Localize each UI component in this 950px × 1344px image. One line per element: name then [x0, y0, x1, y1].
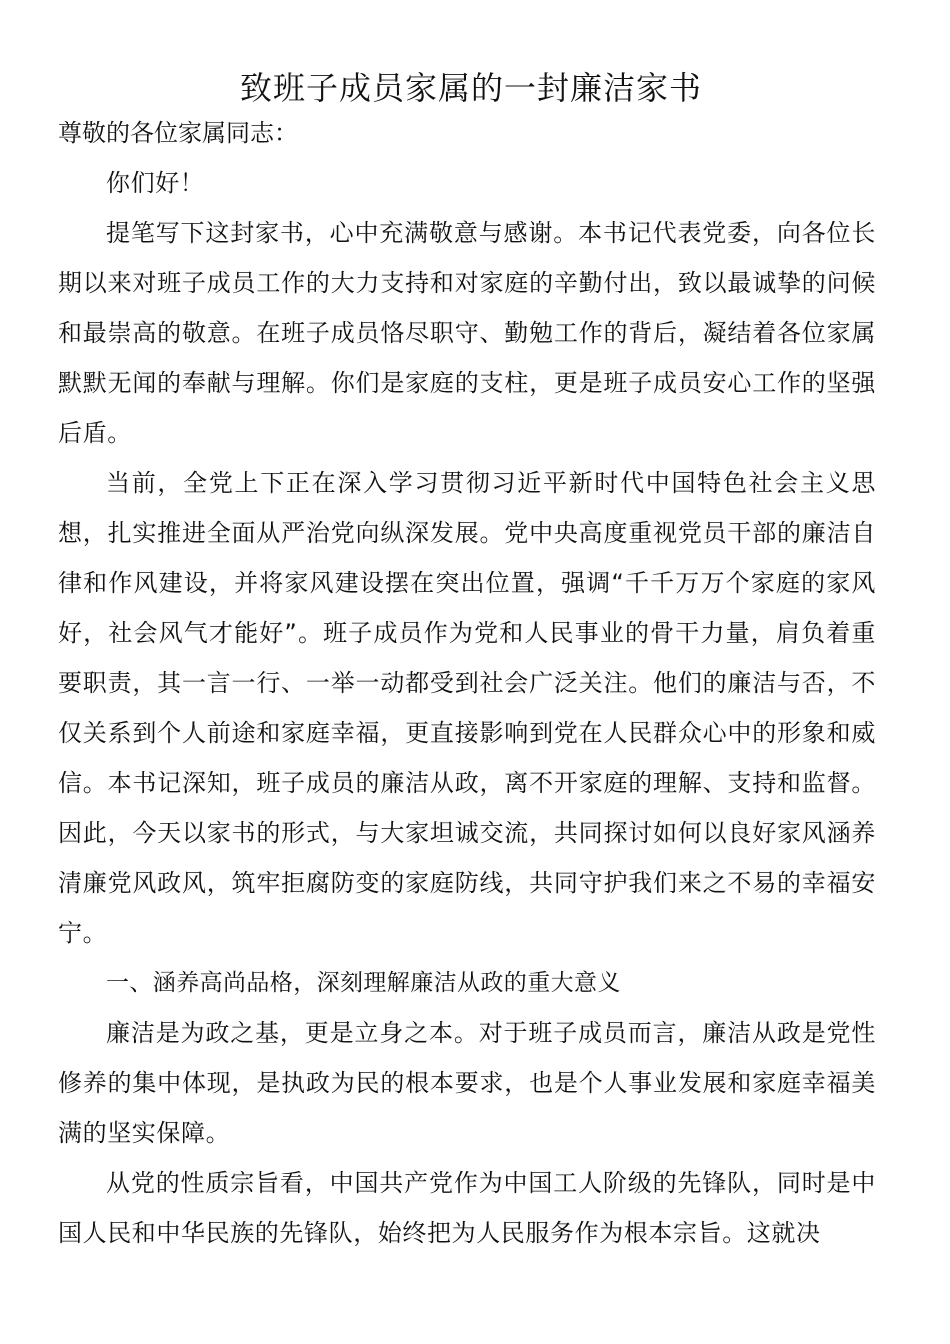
body-paragraph: 当前，全党上下正在深入学习贯彻习近平新时代中国特色社会主义思想，扎实推进全面从严治党向纵深发展。党中央高度重视党员干部的廉洁自律和作风建设，并将家风建设摆在突出位置，强调“千千万万个家庭的家风好，社会风气才能好”。班子成员作为党和人民事业的骨干力量，肩负着重要职责，其一言一行、一举一动都受到社会广泛关注。他们的廉洁与否，不仅关系到个人前途和家庭幸福，更直接影响到党在人民群众心中的形象和威信。本书记深知，班子成员的廉洁从政，离不开家庭的理解、支持和监督。因此，今天以家书的形式，与大家坦诚交流，共同探讨如何以良好家风涵养清廉党风政风，筑牢拒腐防变的家庭防线，共同守护我们来之不易的幸福安宁。: [58, 469, 876, 947]
body-paragraph: 从党的性质宗旨看，中国共产党作为中国工人阶级的先锋队，同时是中国人民和中华民族的先锋队，始终把为人民服务作为根本宗旨。这就决: [58, 1169, 876, 1247]
body-paragraph: 提笔写下这封家书，心中充满敬意与感谢。本书记代表党委，向各位长期以来对班子成员工作的大力支持和对家庭的辛勤付出，致以最诚挚的问候和最崇高的敬意。在班子成员恪尽职守、勤勉工作的背后，凝结着各位家属默默无闻的奉献与理解。你们是家庭的支柱，更是班子成员安心工作的坚强后盾。: [58, 219, 876, 447]
letter-page: [58, 62, 876, 1258]
greeting-line: 你们好！: [106, 169, 205, 197]
section-heading: 一、涵养高尚品格，深刻理解廉洁从政的重大意义: [106, 970, 621, 996]
letter-title: 致班子成员家属的一封廉洁家书: [239, 69, 702, 107]
salutation: 尊敬的各位家属同志：: [58, 119, 298, 147]
body-paragraph: 廉洁是为政之基，更是立身之本。对于班子成员而言，廉洁从政是党性修养的集中体现，是执政为民的根本要求，也是个人事业发展和家庭幸福美满的坚实保障。: [58, 1019, 876, 1147]
